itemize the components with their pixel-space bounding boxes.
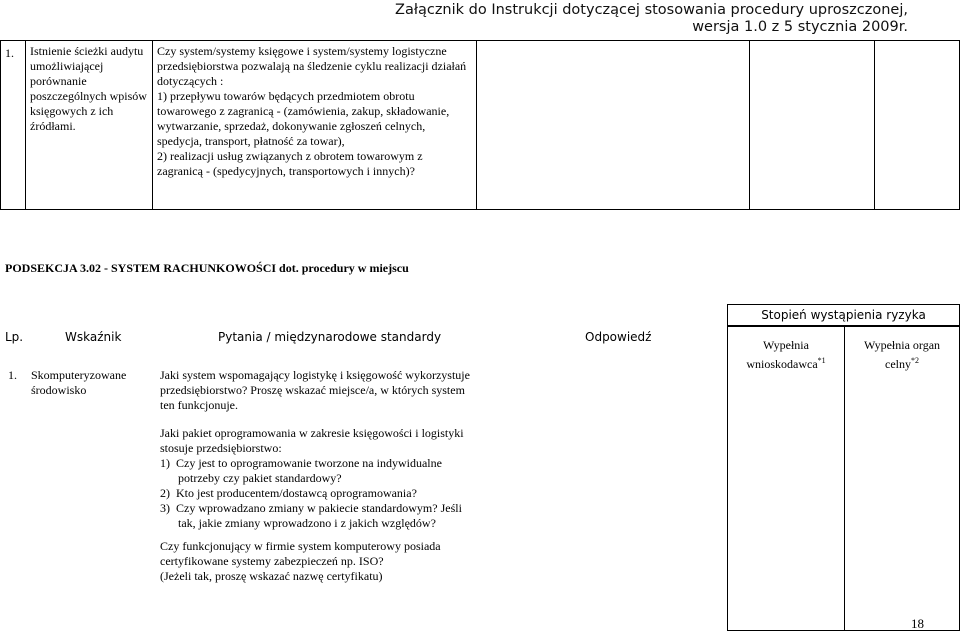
question-line: 2) realizacji usług związanych z obrotem towarowym z bbox=[157, 149, 423, 163]
question-line: wytwarzanie, sprzedaż, dokonywanie zgłoszeń celnych, bbox=[157, 119, 426, 133]
question-block-3 bbox=[160, 539, 480, 584]
question-line: 2) Kto jest producentem/dostawcą oprogramowania? bbox=[160, 486, 417, 500]
column-lp: Lp. bbox=[5, 330, 24, 344]
question-line: potrzeby czy pakiet standardowy? bbox=[160, 471, 342, 485]
header-line-2: wersja 1.0 z 5 stycznia 2009r. bbox=[692, 19, 908, 35]
question-line: przedsiębiorstwo? Proszę wskazać miejsce/a, w których system bbox=[160, 383, 465, 397]
indicator-line: Skomputeryzowane bbox=[31, 368, 127, 382]
question-line: 1) Czy jest to oprogramowanie tworzone na indywidualne bbox=[160, 456, 442, 470]
indicator-cell bbox=[31, 368, 126, 398]
question-block-2 bbox=[160, 426, 480, 531]
question-block-1 bbox=[160, 368, 480, 413]
applicant-column-label bbox=[728, 338, 844, 372]
risk-level-header: Stopień wystąpienia ryzyka bbox=[727, 304, 960, 326]
question-cell bbox=[153, 41, 477, 210]
question-line: zagranicą - (spedycyjnych, transportowych i innych)? bbox=[157, 164, 415, 178]
indicator-line: środowisko bbox=[31, 383, 87, 397]
row-number: 1. bbox=[8, 368, 17, 382]
indicator-cell: Istnienie ścieżki audytu umożliwiającej porównanie poszczególnych wpisów księgowych z ich źródłami. bbox=[26, 41, 153, 210]
customs-label-line1: Wypełnia organ bbox=[863, 338, 941, 352]
question-line: towarowego z zagranicą - (zamówienia, zakup, składowanie, bbox=[157, 104, 450, 118]
footnote-mark: *1 bbox=[817, 356, 826, 365]
question-line: 1) przepływu towarów będących przedmiotem obrotu bbox=[157, 89, 415, 103]
applicant-risk-cell bbox=[750, 41, 875, 210]
applicant-label-line1: Wypełnia bbox=[763, 338, 809, 352]
question-line: tak, jakie zmiany wprowadzono i z jakich względów? bbox=[160, 516, 436, 530]
subsection-title: PODSEKCJA 3.02 - SYSTEM RACHUNKOWOŚCI dot. procedury w miejscu bbox=[5, 261, 409, 275]
question-line: Jaki system wspomagający logistykę i księgowość wykorzystuje bbox=[160, 368, 470, 382]
question-line: (Jeżeli tak, proszę wskazać nazwę certyfikatu) bbox=[160, 569, 383, 583]
column-indicator: Wskaźnik bbox=[65, 330, 122, 344]
applicant-label-line2 bbox=[728, 353, 844, 372]
customs-label-line2 bbox=[845, 353, 959, 372]
question-line: 3) Czy wprowadzano zmiany w pakiecie standardowym? Jeśli bbox=[160, 501, 462, 515]
question-line: spedycja, transport, płatność za towar), bbox=[157, 134, 345, 148]
applicant-label-text: wnioskodawca bbox=[746, 357, 818, 371]
question-line: Jaki pakiet oprogramowania w zakresie księgowości i logistyki bbox=[160, 426, 464, 440]
page-number: 18 bbox=[911, 616, 924, 631]
question-line: stosuje przedsiębiorstwo: bbox=[160, 441, 282, 455]
question-line: dotyczących : bbox=[157, 74, 224, 88]
column-questions: Pytania / międzynarodowe standardy bbox=[218, 330, 442, 344]
document-header bbox=[395, 2, 908, 36]
row-number: 1. bbox=[1, 41, 26, 210]
question-line: ten funkcjonuje. bbox=[160, 398, 238, 412]
answer-cell bbox=[477, 41, 750, 210]
customs-risk-cell bbox=[875, 41, 960, 210]
question-line: Czy funkcjonujący w firmie system komputerowy posiada bbox=[160, 539, 441, 553]
customs-label-text: celny bbox=[885, 357, 911, 371]
section1-table bbox=[0, 40, 960, 210]
header-line-1: Załącznik do Instrukcji dotyczącej stosowania procedury uproszczonej, bbox=[395, 2, 908, 18]
customs-column-label bbox=[845, 338, 959, 372]
table-row bbox=[1, 41, 960, 210]
question-line: Czy system/systemy księgowe i system/systemy logistyczne bbox=[157, 44, 447, 58]
question-line: certyfikowane systemy zabezpieczeń np. ISO? bbox=[160, 554, 384, 568]
question-line: przedsiębiorstwa pozwalają na śledzenie cyklu realizacji działań bbox=[157, 59, 467, 73]
column-answer: Odpowiedź bbox=[585, 330, 652, 344]
footnote-mark: *2 bbox=[911, 356, 919, 365]
